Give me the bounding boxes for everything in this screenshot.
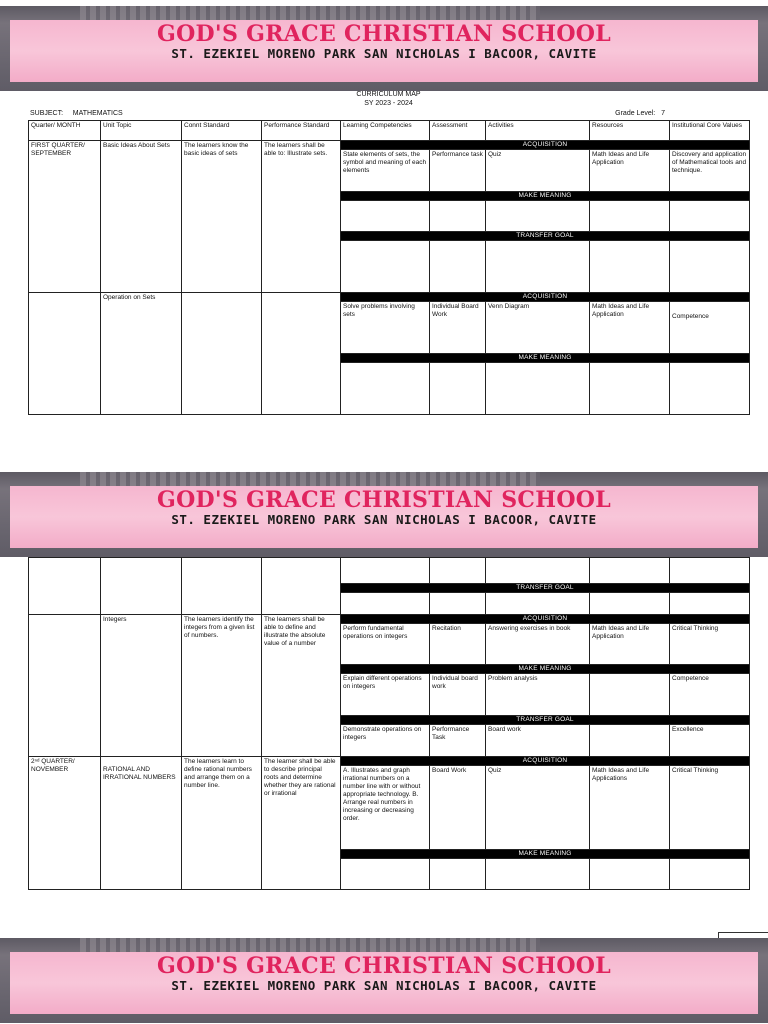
core-values-cell: Critical Thinking <box>670 624 750 665</box>
resources-cell: Math Ideas and Life Application <box>590 624 670 665</box>
school-name: GOD'S GRACE CHRISTIAN SCHOOL <box>156 21 612 47</box>
competency-cell: Demonstrate operations on integers <box>341 725 430 757</box>
column-header: Unit Topic <box>101 121 182 141</box>
content-standard-cell: The learners know the basic ideas of sets <box>182 141 262 293</box>
building-roof-graphic <box>80 6 540 20</box>
activity-cell: Quiz <box>486 766 590 850</box>
core-values-cell: Critical Thinking <box>670 766 750 850</box>
make-meaning-bar: MAKE MEANING <box>341 354 750 363</box>
assessment-cell: Board Work <box>430 766 486 850</box>
table-row <box>29 757 750 766</box>
transfer-goal-bar: TRANSFER GOAL <box>341 232 750 241</box>
competency-cell: A. Illustrates and graph irrational numbers on a number line with or without appropriate technology. B. Arrange real numbers in increasing or decreasing order. <box>341 766 430 850</box>
school-address: ST. EZEKIEL MORENO PARK SAN NICHOLAS I BACOOR, CAVITE <box>171 512 597 527</box>
activity-cell: Answering exercises in book <box>486 624 590 665</box>
competency-cell: Solve problems involving sets <box>341 302 430 354</box>
subject-label: SUBJECT: <box>30 110 64 117</box>
curriculum-page-1 <box>28 90 749 415</box>
school-header-banner <box>0 938 768 1023</box>
activity-cell: Quiz <box>486 150 590 192</box>
acquisition-bar: ACQUISITION <box>341 615 750 624</box>
school-address: ST. EZEKIEL MORENO PARK SAN NICHOLAS I BACOOR, CAVITE <box>171 46 597 61</box>
performance-standard-cell: The learners shall be able to define and illustrate the absolute value of a number <box>262 615 341 757</box>
make-meaning-bar: MAKE MEANING <box>341 192 750 201</box>
topic-cell: RATIONAL AND IRRATIONAL NUMBERS <box>101 757 182 890</box>
competency-cell: Explain different operations on integers <box>341 674 430 716</box>
school-name: GOD'S GRACE CHRISTIAN SCHOOL <box>156 487 612 513</box>
column-header: Connt Standard <box>182 121 262 141</box>
curriculum-page-2 <box>28 557 749 890</box>
core-values-cell: Excellence <box>670 725 750 757</box>
assessment-cell: Performance Task <box>430 725 486 757</box>
grade-value: 7 <box>661 110 665 117</box>
make-meaning-bar: MAKE MEANING <box>341 850 750 859</box>
performance-standard-cell: The learners shall be able to: Illustrate sets. <box>262 141 341 293</box>
column-header: Institutional Core Values <box>670 121 750 141</box>
acquisition-bar: ACQUISITION <box>341 757 750 766</box>
school-name: GOD'S GRACE CHRISTIAN SCHOOL <box>156 953 612 979</box>
building-roof-graphic <box>80 938 540 952</box>
topic-cell: Basic Ideas About Sets <box>101 141 182 293</box>
assessment-cell: Individual board work <box>430 674 486 716</box>
content-standard-cell: The learners identify the integers from a given list of numbers. <box>182 615 262 757</box>
subject-line <box>30 110 123 117</box>
activity-cell: Venn Diagram <box>486 302 590 354</box>
curriculum-table-2 <box>28 557 750 890</box>
column-header: Activities <box>486 121 590 141</box>
core-values-cell: Competence <box>670 674 750 716</box>
core-values-cell: Competence <box>670 302 750 354</box>
acquisition-bar: ACQUISITION <box>341 293 750 302</box>
column-header: Quarter/ MONTH <box>29 121 101 141</box>
column-header: Learning Competencies <box>341 121 430 141</box>
topic-cell: Integers <box>101 615 182 757</box>
competency-cell: State elements of sets, the symbol and meaning of each elements <box>341 150 430 192</box>
subject-value: MATHEMATICS <box>72 110 123 117</box>
transfer-goal-bar: TRANSFER GOAL <box>341 716 750 725</box>
resources-cell: Math Ideas and Life Application <box>590 150 670 192</box>
document-header <box>28 90 749 120</box>
table-row <box>29 293 750 302</box>
school-header-banner <box>0 6 768 91</box>
column-header: Resources <box>590 121 670 141</box>
competency-cell: Perform fundamental operations on integers <box>341 624 430 665</box>
assessment-cell: Recitation <box>430 624 486 665</box>
core-values-cell: Discovery and application of Mathematical tools and technique. <box>670 150 750 192</box>
school-address: ST. EZEKIEL MORENO PARK SAN NICHOLAS I BACOOR, CAVITE <box>171 978 597 993</box>
school-year: SY 2023 - 2024 <box>364 100 413 107</box>
curriculum-table-1 <box>28 120 750 415</box>
quarter-cell: 2ⁿᵈ QUARTER/ NOVEMBER <box>29 757 101 890</box>
topic-cell: Operation on Sets <box>101 293 182 415</box>
quarter-cell: FIRST QUARTER/ SEPTEMBER <box>29 141 101 293</box>
column-header: Performance Standard <box>262 121 341 141</box>
table-row <box>29 141 750 150</box>
column-header: Assessment <box>430 121 486 141</box>
table-row <box>29 558 750 584</box>
resources-cell: Math Ideas and Life Applications <box>590 766 670 850</box>
make-meaning-bar: MAKE MEANING <box>341 665 750 674</box>
grade-label: Grade Level: <box>615 110 656 117</box>
assessment-cell: Individual Board Work <box>430 302 486 354</box>
content-standard-cell: The learners learn to define rational numbers and arrange them on a number line. <box>182 757 262 890</box>
building-roof-graphic <box>80 472 540 486</box>
grade-line <box>615 110 665 117</box>
resources-cell: Math Ideas and Life Application <box>590 302 670 354</box>
table-header-row <box>29 121 750 141</box>
performance-standard-cell: The learner shall be able to describe principal roots and determine whether they are rational or irrational <box>262 757 341 890</box>
acquisition-bar: ACQUISITION <box>341 141 750 150</box>
table-row <box>29 615 750 624</box>
school-header-banner <box>0 472 768 557</box>
activity-cell: Board work <box>486 725 590 757</box>
assessment-cell: Performance task <box>430 150 486 192</box>
transfer-goal-bar: TRANSFER GOAL <box>341 584 750 593</box>
document-title: CURRICULUM MAP <box>356 91 421 98</box>
activity-cell: Problem analysis <box>486 674 590 716</box>
